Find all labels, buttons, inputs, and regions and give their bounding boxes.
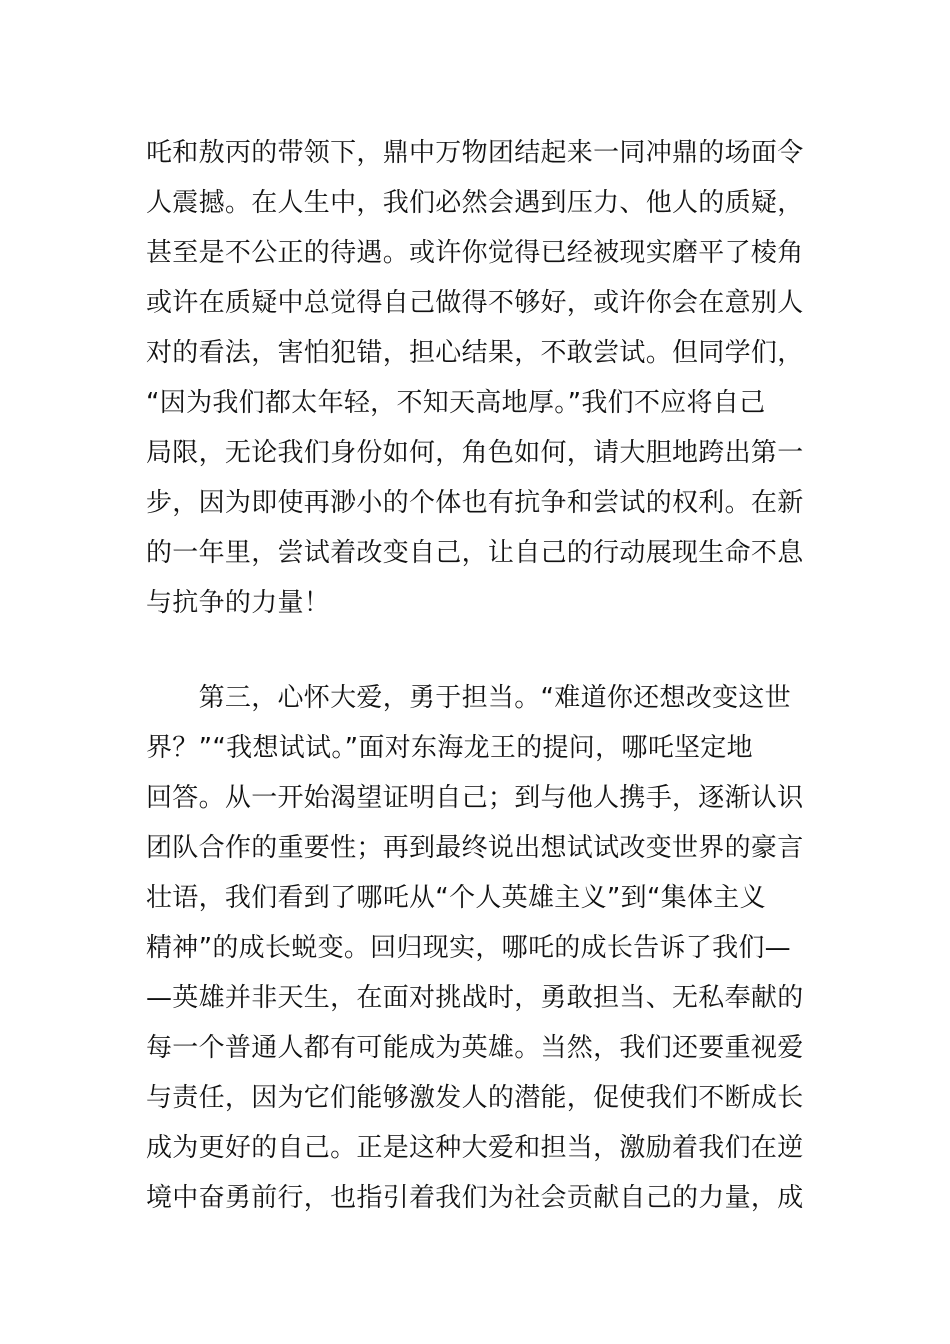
text-line: 回答。从一开始渴望证明自己；到与他人携手，逐渐认识 bbox=[146, 783, 804, 813]
text-line: 的一年里，尝试着改变自己，让自己的行动展现生命不息 bbox=[146, 538, 804, 568]
text-line: 每一个普通人都有可能成为英雄。当然，我们还要重视爱 bbox=[146, 1033, 804, 1063]
text-line: 局限，无论我们身份如何，角色如何，请大胆地跨出第一 bbox=[146, 438, 804, 468]
paragraph-1 bbox=[146, 128, 816, 628]
text-line: 第三，心怀大爱，勇于担当。“难道你还想改变这世 bbox=[146, 683, 791, 713]
text-line: 壮语，我们看到了哪吒从“个人英雄主义”到“集体主义 bbox=[146, 883, 766, 913]
text-line: 与抗争的力量！ bbox=[146, 588, 331, 618]
text-line: 界？”“我想试试。”面对东海龙王的提问，哪吒坚定地 bbox=[146, 733, 753, 763]
text-line: 成为更好的自己。正是这种大爱和担当，激励着我们在逆 bbox=[146, 1133, 804, 1163]
text-line: 甚至是不公正的待遇。或许你觉得已经被现实磨平了棱角 bbox=[146, 238, 804, 268]
text-line: 与责任，因为它们能够激发人的潜能，促使我们不断成长 bbox=[146, 1083, 804, 1113]
text-line: 团队合作的重要性；再到最终说出想试试改变世界的豪言 bbox=[146, 833, 804, 863]
text-line: 吒和敖丙的带领下，鼎中万物团结起来一同冲鼎的场面令 bbox=[146, 138, 804, 168]
text-line: 精神”的成长蜕变。回归现实，哪吒的成长告诉了我们— bbox=[146, 933, 791, 963]
text-line: 对的看法，害怕犯错，担心结果，不敢尝试。但同学们， bbox=[146, 338, 804, 368]
text-line: 境中奋勇前行，也指引着我们为社会贡献自己的力量，成 bbox=[146, 1183, 804, 1213]
text-line: —英雄并非天生，在面对挑战时，勇敢担当、无私奉献的 bbox=[146, 983, 804, 1013]
text-line: 步，因为即使再渺小的个体也有抗争和尝试的权利。在新 bbox=[146, 488, 804, 518]
text-line: 或许在质疑中总觉得自己做得不够好，或许你会在意别人 bbox=[146, 288, 804, 318]
text-line: “因为我们都太年轻，不知天高地厚。”我们不应将自己 bbox=[146, 388, 766, 418]
paragraph-2 bbox=[146, 673, 816, 1223]
text-line: 人震撼。在人生中，我们必然会遇到压力、他人的质疑， bbox=[146, 188, 804, 218]
